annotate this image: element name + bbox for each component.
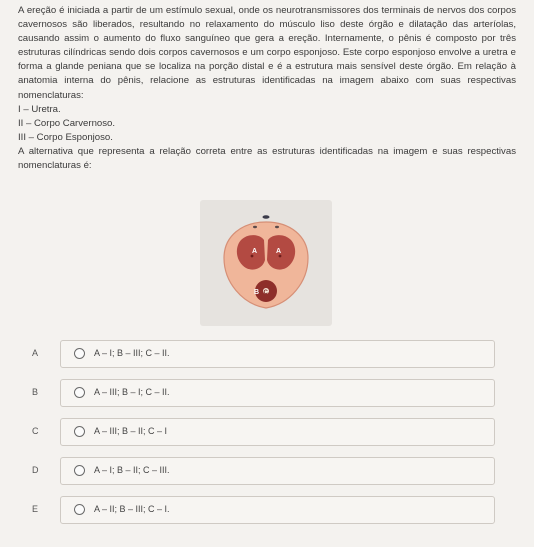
option-b[interactable] (20, 379, 500, 407)
option-box[interactable] (60, 418, 495, 446)
radio-button[interactable] (74, 426, 85, 437)
question-prompt: A alternativa que representa a relação correta entre as estruturas identificadas na imagem e suas respectivas nomenclaturas é: (18, 145, 516, 172)
question-paragraph: A ereção é iniciada a partir de um estímulo sexual, onde os neurotransmissores dos terminais de nervos dos corpos cavernosos são liberados, resultando no relaxamento do músculo liso deste órgão e dilatação das arteríolas, causando assim o aumento do fluxo sanguíneo que gera a ereção. Internamente, o pênis é composto por três estruturas cilíndricas sendo dois corpos cavernosos e um corpo esponjoso. Este corpo esponjoso envolve a uretra e forma a glande peniana que se localiza na porção distal e é a estrutura mais sensível deste órgão. Em relação à anatomia interna do pênis, relacione as estruturas identificadas na imagem abaixo com suas respectivas nomenclaturas: (18, 5, 516, 101)
option-text: A – I; B – III; C – II. (94, 348, 170, 358)
option-letter: B (32, 387, 39, 397)
penis-cross-section-figure (200, 200, 332, 326)
figure-label-b: B (254, 289, 260, 296)
radio-button[interactable] (74, 465, 85, 476)
central-artery-right-shape (279, 255, 282, 258)
legend-item-ii: II – Corpo Carvernoso. (18, 117, 116, 129)
option-e[interactable] (20, 496, 500, 524)
option-box[interactable] (60, 340, 495, 368)
figure-label-a-left: A (252, 248, 258, 255)
option-text: A – II; B – III; C – I. (94, 504, 170, 514)
legend-item-iii: III – Corpo Esponjoso. (18, 131, 113, 143)
dorsal-vein-shape (263, 215, 270, 219)
central-artery-left-shape (251, 255, 254, 258)
option-d[interactable] (20, 457, 500, 485)
dorsal-artery-left-shape (253, 226, 257, 228)
figure-label-a-right: A (276, 248, 282, 255)
option-letter: C (32, 426, 39, 436)
option-text: A – III; B – II; C – I (94, 426, 168, 436)
option-text: A – III; B – I; C – II. (94, 387, 170, 397)
question-statement (18, 4, 516, 173)
radio-button[interactable] (74, 504, 85, 515)
option-a[interactable] (20, 340, 500, 368)
radio-button[interactable] (74, 387, 85, 398)
option-box[interactable] (60, 457, 495, 485)
option-letter: E (32, 504, 39, 514)
figure-label-c: C (263, 290, 268, 296)
option-text: A – I; B – II; C – III. (94, 465, 170, 475)
option-letter: D (32, 465, 39, 475)
option-letter: A (32, 348, 39, 358)
option-box[interactable] (60, 496, 495, 524)
option-box[interactable] (60, 379, 495, 407)
option-c[interactable] (20, 418, 500, 446)
cross-section-illustration (200, 200, 332, 326)
dorsal-artery-right-shape (275, 226, 279, 228)
legend-item-i: I – Uretra. (18, 103, 61, 115)
radio-button[interactable] (74, 348, 85, 359)
